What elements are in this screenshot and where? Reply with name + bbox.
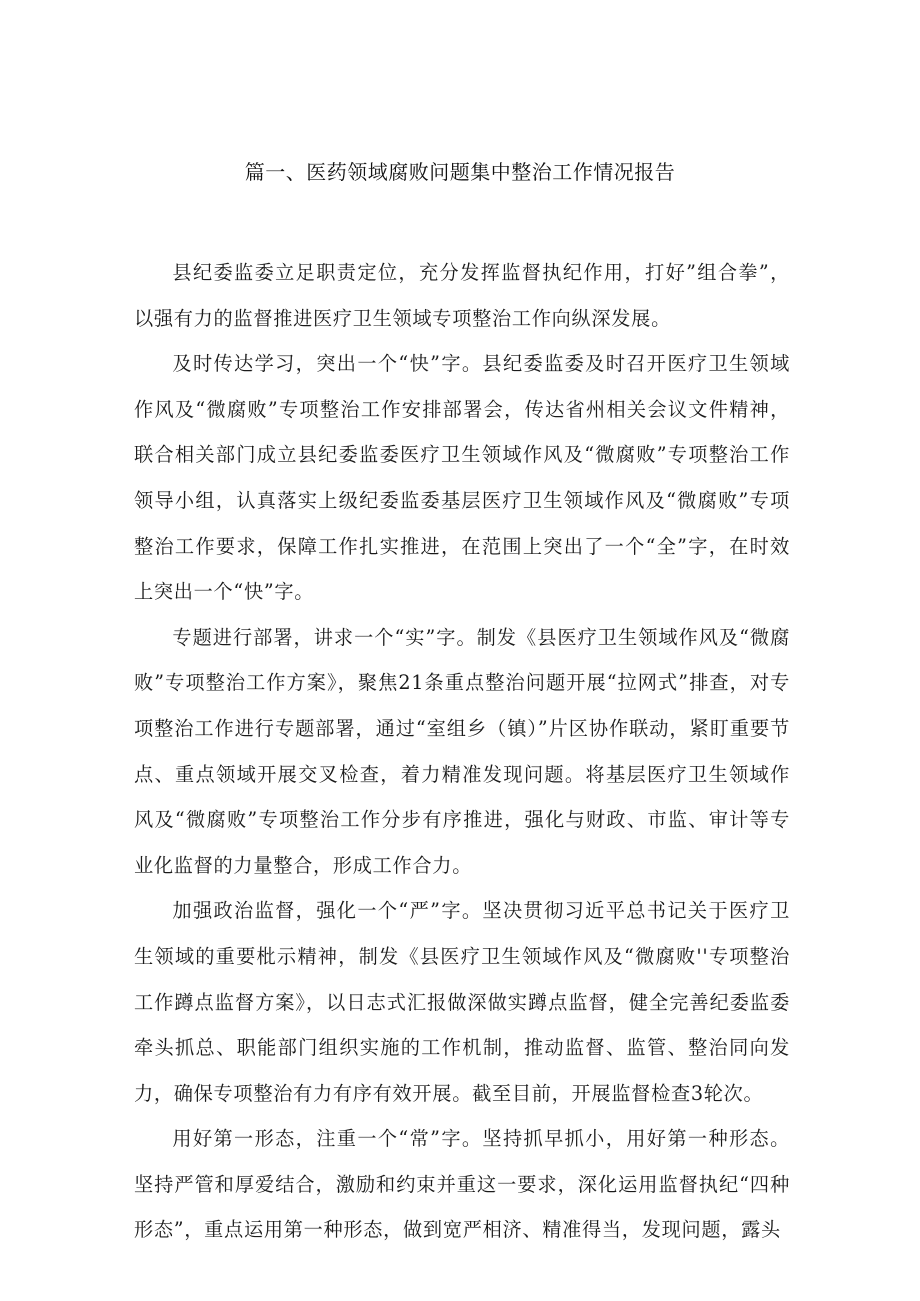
paragraph-solid: 专题进行部署，讲求一个“实”字。制发《县医疗卫生领域作风及“微腐败”专项整治工作方案》，聚焦21条重点整治问题开展“拉网式”排查，对专项整治工作进行专题部署，通过“室组乡（镇）”片区协作联动，紧盯重要节点、重点领域开展交叉检查，着力精准发现问题。将基层医疗卫生领域作风及“微腐败”专项整治工作分步有序推进，强化与财政、市监、审计等专业化监督的力量整合，形成工作合力。 <box>134 625 790 877</box>
document-title: 篇一、医药领域腐败问题集中整治工作情况报告 <box>244 160 676 184</box>
paragraph-quick: 及时传达学习，突出一个“快”字。县纪委监委及时召开医疗卫生领域作风及“微腐败”专项整治工作安排部署会，传达省州相关会议文件精神，联合相关部门成立县纪委监委医疗卫生领域作风及“微腐败”专项整治工作领导小组，认真落实上级纪委监委基层医疗卫生领域作风及“微腐败”专项整治工作要求，保障工作扎实推进，在范围上突出了一个“全”字，在时效上突出一个“快”字。 <box>134 352 790 604</box>
document-body <box>134 250 790 1253</box>
paragraph-regular: 用好第一形态，注重一个“常”字。坚持抓早抓小，用好第一种形态。坚持严管和厚爱结合，激励和约束并重这一要求，深化运用监督执纪“四种形态”，重点运用第一种形态，做到宽严相济、精准得当，发现问题，露头 <box>134 1127 790 1242</box>
paragraph-intro: 县纪委监委立足职责定位，充分发挥监督执纪作用，打好”组合拳”，以强有力的监督推进医疗卫生领域专项整治工作向纵深发展。 <box>134 261 790 330</box>
paragraph-strict: 加强政治监督，强化一个“严”字。坚决贯彻习近平总书记关于医疗卫生领域的重要枇示精神，制发《县医疗卫生领域作风及“微腐败''专项整治工作蹲点监督方案》，以日志式汇报做深做实蹲点监督，健全完善纪委监委牵头抓总、职能部门组织实施的工作机制，推动监督、监管、整治同向发力，确保专项整治有力有序有效开展。截至目前，开展监督检查3轮次。 <box>134 899 790 1105</box>
